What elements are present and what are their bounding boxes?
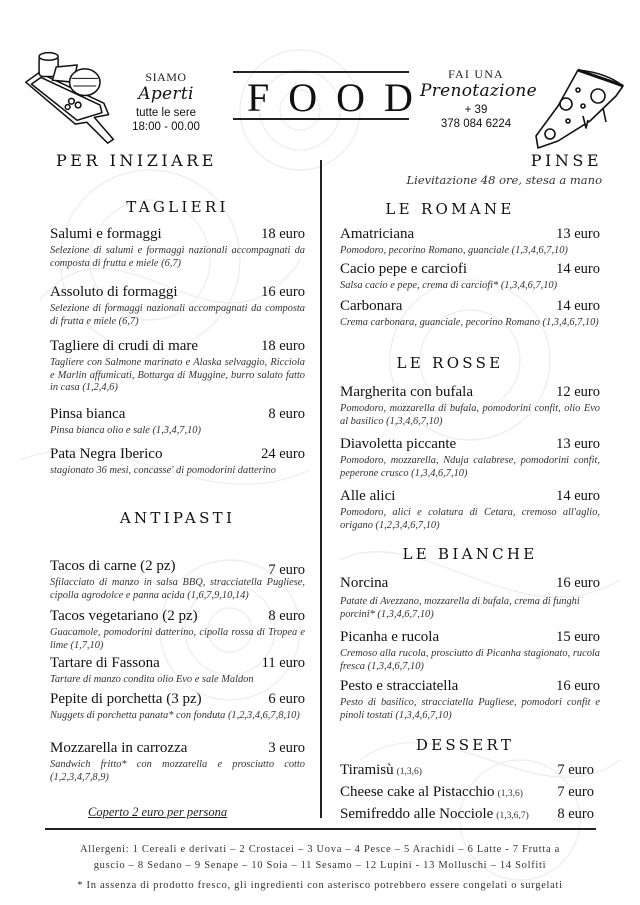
item-description: Selezione di salumi e formaggi nazionali accompagnati da composta di frutta e miele (6,7) bbox=[50, 245, 305, 269]
menu-item bbox=[50, 691, 305, 723]
column-divider bbox=[320, 160, 322, 818]
item-name: Tacos di carne (2 pz) bbox=[50, 558, 176, 574]
item-description: Pinsa bianca olio e sale (1,3,4,7,10) bbox=[50, 425, 201, 436]
section-heading-taglieri: TAGLIERI bbox=[126, 198, 229, 216]
menu-item bbox=[340, 226, 600, 258]
open-days: tutte le sere bbox=[135, 107, 197, 119]
menu-item bbox=[50, 608, 305, 652]
item-name: Tartare di Fassona bbox=[50, 655, 160, 671]
frozen-ingredients-note: * In assenza di prodotto fresco, gli ingredienti con asterisco potrebbero essere congelati o surgelati bbox=[77, 880, 563, 891]
item-description: Tagliere con Salmone marinato e Alaska selvaggio, Ricciola e Marlin affumicati, Bottarga di Muggine, burro salato fatto in casa (1,2,4,6) bbox=[50, 357, 305, 393]
reserve-label: FAI UNA bbox=[448, 67, 504, 81]
menu-item bbox=[50, 338, 305, 395]
item-price: 14 euro bbox=[556, 298, 600, 314]
menu-item bbox=[340, 678, 600, 722]
menu-item bbox=[50, 226, 305, 270]
dessert-name: Cheese cake al Pistacchio bbox=[340, 784, 495, 800]
item-name: Assoluto di formaggi bbox=[50, 284, 178, 300]
item-description: Pomodoro, pecorino Romano, guanciale (1,3,4,6,7,10) bbox=[340, 245, 568, 256]
open-hours: 18:00 - 00.00 bbox=[132, 121, 200, 133]
item-description: Crema carbonara, guanciale, pecorino Romano (1,3,4,6,7,10) bbox=[340, 317, 599, 328]
item-name: Tacos vegetariano (2 pz) bbox=[50, 608, 198, 624]
menu-item bbox=[50, 406, 305, 438]
item-name: Amatriciana bbox=[340, 226, 415, 242]
item-price: 7 euro bbox=[557, 784, 594, 800]
section-heading-dessert: DESSERT bbox=[415, 736, 515, 754]
reservation-block bbox=[420, 67, 538, 131]
right-column bbox=[340, 150, 600, 830]
reserve-script-label: Prenotazione bbox=[420, 81, 538, 101]
item-price: 16 euro bbox=[261, 284, 305, 300]
item-name: Picanha e rucola bbox=[340, 629, 440, 645]
menu-item bbox=[340, 261, 600, 293]
menu-item bbox=[50, 740, 305, 784]
item-description: Salsa cacio e pepe, crema di carciofi* (1,3,4,6,7,10) bbox=[340, 280, 558, 291]
menu-item bbox=[50, 655, 305, 687]
dessert-item bbox=[340, 762, 600, 781]
item-price: 8 euro bbox=[557, 806, 594, 822]
dessert-allergens: (1,3,6) bbox=[497, 789, 523, 799]
item-name bbox=[340, 806, 529, 825]
item-price: 7 euro bbox=[268, 562, 305, 578]
item-name bbox=[340, 762, 422, 781]
dessert-name: Tiramisù bbox=[340, 762, 394, 778]
item-description: Pomodoro, alici e colatura di Cetara, cremoso all'aglio, origano (1,2,3,4,6,7,10) bbox=[340, 507, 600, 531]
item-description: Pomodoro, mozzarella di bufala, pomodorini confit, olio Evo al basilico (1,3,4,6,7,10) bbox=[340, 403, 600, 427]
item-name: Salumi e formaggi bbox=[50, 226, 162, 242]
menu-item bbox=[50, 558, 305, 602]
item-price: 24 euro bbox=[261, 446, 305, 462]
item-price: 12 euro bbox=[556, 384, 600, 400]
item-price: 13 euro bbox=[556, 436, 600, 452]
open-label: SIAMO bbox=[145, 70, 187, 84]
item-price: 13 euro bbox=[556, 226, 600, 242]
item-name: Pata Negra Iberico bbox=[50, 446, 163, 462]
section-heading-le-bianche: LE BIANCHE bbox=[402, 545, 538, 563]
dessert-allergens: (1,3,6,7) bbox=[496, 811, 529, 821]
dessert-item bbox=[340, 784, 600, 803]
item-name: Diavoletta piccante bbox=[340, 436, 457, 452]
item-description: Guacamole, pomodorini datterino, cipolla rossa di Tropea e lime (1,7,10) bbox=[50, 627, 305, 651]
item-price: 8 euro bbox=[268, 406, 305, 422]
menu-item bbox=[340, 298, 600, 330]
item-price: 16 euro bbox=[556, 678, 600, 694]
item-description: Pesto di basilico, stracciatella Pugliese, pomodori confit e pinoli tostati (1,3,4,6,7,10) bbox=[340, 697, 600, 721]
page-title bbox=[233, 71, 432, 120]
allergens-line-1: Allergeni: 1 Cereali e derivati – 2 Crostacei – 3 Uova – 4 Pesce – 5 Arachidi – 6 Latte - 7 Frutta a bbox=[79, 844, 561, 855]
item-price: 18 euro bbox=[261, 338, 305, 354]
item-description: Cremoso alla rucola, prosciutto di Picanha stagionato, rucola fresca (1,3,4,6,7,10) bbox=[340, 648, 600, 672]
open-script-label: Aperti bbox=[138, 84, 194, 104]
item-price: 6 euro bbox=[268, 691, 305, 707]
allergens-line-2: guscio – 8 Sedano – 9 Senape – 10 Soia – 11 Sesamo – 12 Lupini - 13 Molluschi – 14 Solfiti bbox=[93, 860, 547, 871]
section-heading-per-iniziare: PER INIZIARE bbox=[56, 151, 217, 170]
item-price: 8 euro bbox=[268, 608, 305, 624]
item-price: 18 euro bbox=[261, 226, 305, 242]
item-price: 7 euro bbox=[557, 762, 594, 778]
left-column bbox=[50, 150, 305, 830]
item-name: Carbonara bbox=[340, 298, 403, 314]
item-description: Pomodoro, mozzarella, Nduja calabrese, pomodorini confit, peperone crusco (1,3,4,6,7,10) bbox=[340, 455, 600, 479]
item-name: Margherita con bufala bbox=[340, 384, 474, 400]
item-description: Tartare di manzo condita olio Evo e sale Maldon bbox=[50, 674, 254, 685]
menu-item bbox=[340, 575, 600, 621]
item-price: 16 euro bbox=[556, 575, 600, 591]
item-name: Mozzarella in carrozza bbox=[50, 740, 188, 756]
menu-item bbox=[50, 284, 305, 328]
dessert-item bbox=[340, 806, 600, 825]
dessert-allergens: (1,3,6) bbox=[396, 767, 422, 777]
dessert-name: Semifreddo alle Nocciole bbox=[340, 806, 494, 822]
item-price: 15 euro bbox=[556, 629, 600, 645]
section-heading-pinse: PINSE bbox=[530, 151, 602, 170]
item-price: 14 euro bbox=[556, 488, 600, 504]
item-price: 3 euro bbox=[268, 740, 305, 756]
menu-item bbox=[50, 446, 305, 478]
menu-header bbox=[0, 0, 640, 150]
item-name: Norcina bbox=[340, 575, 389, 591]
item-price: 14 euro bbox=[556, 261, 600, 277]
cheese-board-icon bbox=[18, 46, 123, 146]
item-name: Pepite di porchetta (3 pz) bbox=[50, 691, 202, 707]
menu-item bbox=[340, 436, 600, 480]
menu-item bbox=[340, 488, 600, 532]
item-description: Sfilacciato di manzo in salsa BBQ, stracciatella Pugliese, cipolla agrodolce e panna acida (1,6,7,9,10,14) bbox=[50, 577, 305, 601]
pizza-slice-icon bbox=[528, 66, 628, 156]
item-description: Patate di Avezzano, mozzarella di bufala, crema di funghi porcini* (1,3,4,6,7,10) bbox=[340, 596, 580, 620]
item-description: Nuggets di porchetta panata* con fonduta (1,2,3,4,6,7,8,10) bbox=[50, 710, 300, 721]
item-price: 11 euro bbox=[261, 655, 305, 671]
footer-divider bbox=[45, 828, 596, 830]
phone-prefix: + 39 bbox=[464, 104, 488, 116]
section-heading-antipasti: ANTIPASTI bbox=[119, 509, 236, 527]
item-description: Sandwich fritto* con mozzarella e prosciutto cotto (1,2,3,4,7,8,9) bbox=[50, 759, 305, 783]
item-name: Cacio pepe e carciofi bbox=[340, 261, 468, 277]
phone-number[interactable]: 378 084 6224 bbox=[440, 118, 512, 130]
section-heading-le-romane: LE ROMANE bbox=[385, 200, 515, 218]
item-name: Pesto e stracciatella bbox=[340, 678, 459, 694]
allergens-footer bbox=[40, 842, 600, 894]
menu-item bbox=[340, 629, 600, 673]
item-name bbox=[340, 784, 523, 803]
page-title-text: FOOD bbox=[247, 75, 432, 120]
menu-item bbox=[340, 384, 600, 428]
item-name: Tagliere di crudi di mare bbox=[50, 338, 199, 354]
section-heading-le-rosse: LE ROSSE bbox=[396, 354, 504, 372]
item-description: stagionato 36 mesi, concasse' di pomodorini datterino bbox=[50, 465, 276, 476]
pinse-subtitle: Lievitazione 48 ore, stesa a mano bbox=[406, 173, 602, 187]
item-name: Pinsa bianca bbox=[50, 406, 126, 422]
opening-hours-block bbox=[120, 70, 212, 134]
cover-charge-note: Coperto 2 euro per persona bbox=[88, 805, 228, 819]
item-description: Selezione di formaggi nazionali accompagnati da composta di frutta e miele (6,7) bbox=[50, 303, 305, 327]
item-name: Alle alici bbox=[340, 488, 396, 504]
